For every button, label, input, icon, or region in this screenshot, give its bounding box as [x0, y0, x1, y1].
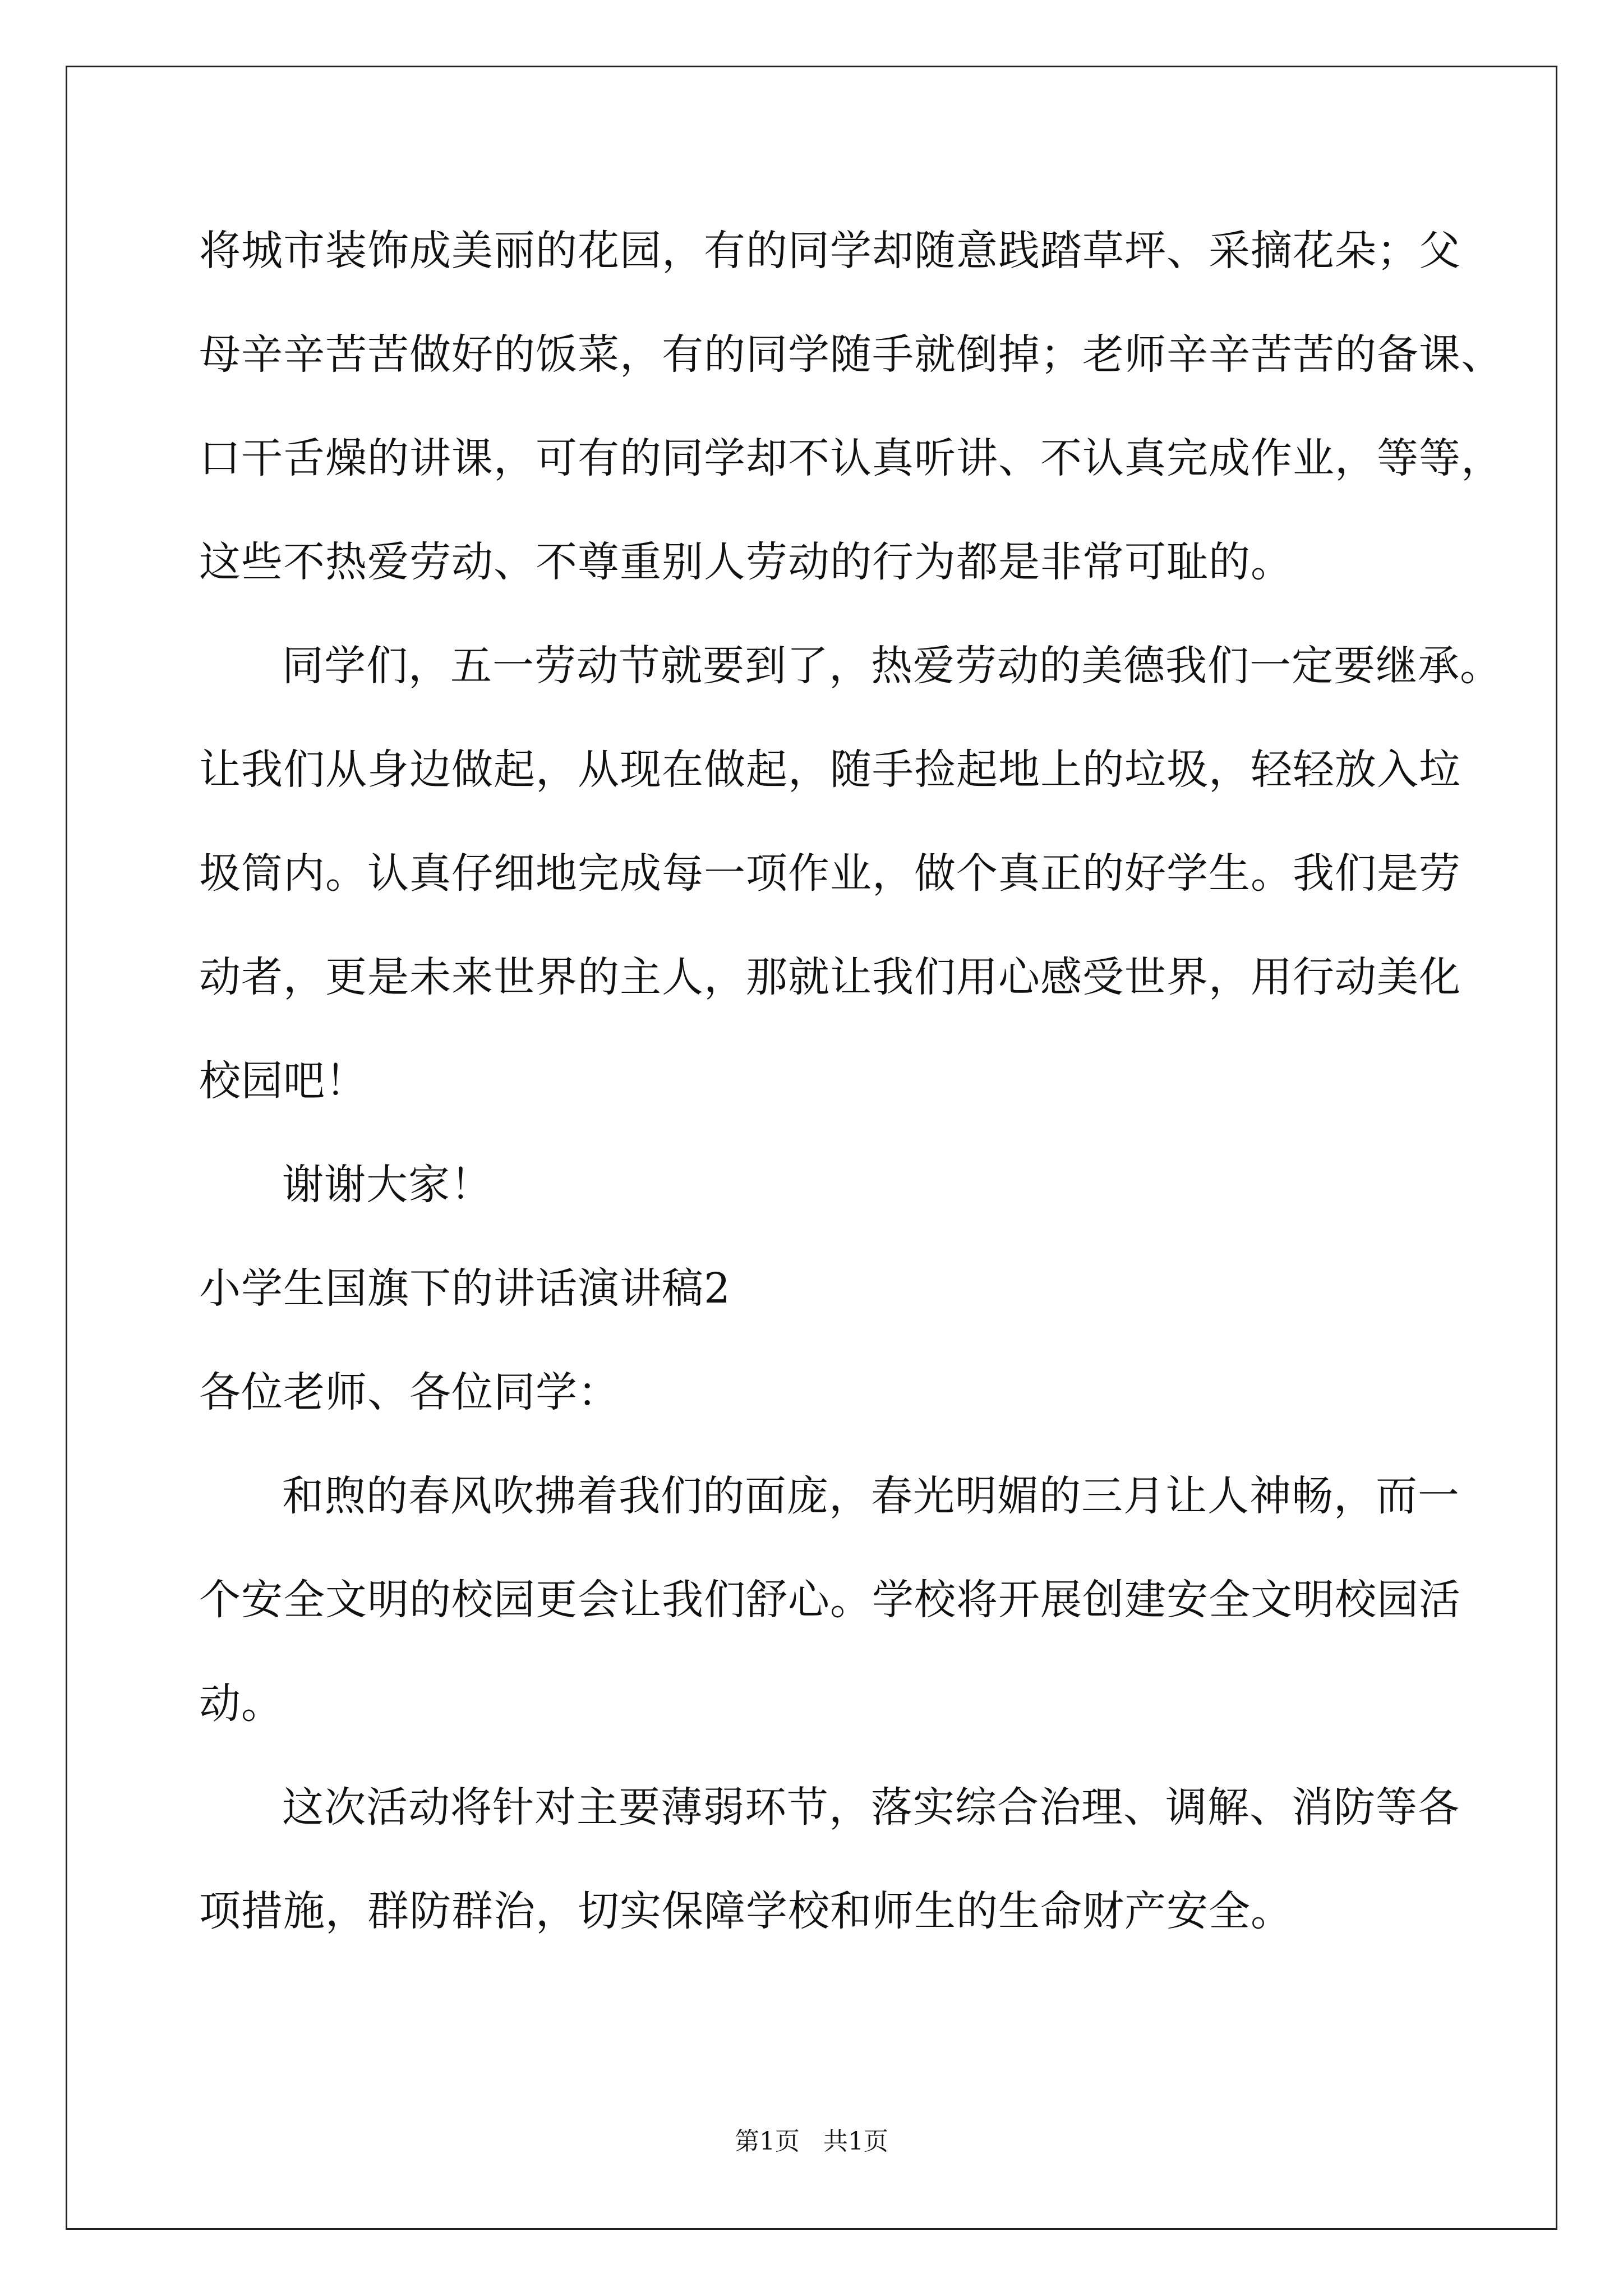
body-text-line: 圾筒内。认真仔细地完成每一项作业，做个真正的好学生。我们是劳	[199, 849, 1461, 898]
paragraph-first-line: 这次活动将针对主要薄弱环节，落实综合治理、调解、消防等各	[282, 1783, 1460, 1832]
document-body	[199, 199, 1503, 1963]
body-text-line: 这些不热爱劳动、不尊重别人劳动的行为都是非常可耻的。	[199, 538, 1293, 586]
paragraph-first-line: 同学们，五一劳动节就要到了，热爱劳动的美德我们一定要继承。	[282, 642, 1502, 690]
body-text-line: 动者，更是未来世界的主人，那就让我们用心感受世界，用行动美化	[199, 953, 1461, 1001]
closing-thanks: 谢谢大家！	[282, 1161, 492, 1209]
section-heading: 小学生国旗下的讲话演讲稿2	[199, 1264, 731, 1313]
body-text-line: 口干舌燥的讲课，可有的同学却不认真听讲、不认真完成作业，等等，	[199, 434, 1503, 482]
body-text-line: 将城市装饰成美丽的花园，有的同学却随意践踏草坪、采摘花朵；父	[199, 227, 1461, 275]
page-number-footer: 第1页 共1页	[735, 2127, 888, 2156]
body-text-line: 校园吧！	[199, 1057, 367, 1105]
body-text-line: 项措施，群防群治，切实保障学校和师生的生命财产安全。	[199, 1887, 1293, 1935]
body-text-line: 个安全文明的校园更会让我们舒心。学校将开展创建安全文明校园活	[199, 1576, 1461, 1624]
paragraph-first-line: 和煦的春风吹拂着我们的面庞，春光明媚的三月让人神畅，而一	[282, 1472, 1460, 1520]
body-text-line: 让我们从身边做起，从现在做起，随手捡起地上的垃圾，轻轻放入垃	[199, 746, 1461, 794]
salutation: 各位老师、各位同学：	[199, 1368, 620, 1416]
body-text-line: 母辛辛苦苦做好的饭菜，有的同学随手就倒掉；老师辛辛苦苦的备课、	[199, 330, 1503, 379]
body-text-line: 动。	[199, 1680, 283, 1728]
